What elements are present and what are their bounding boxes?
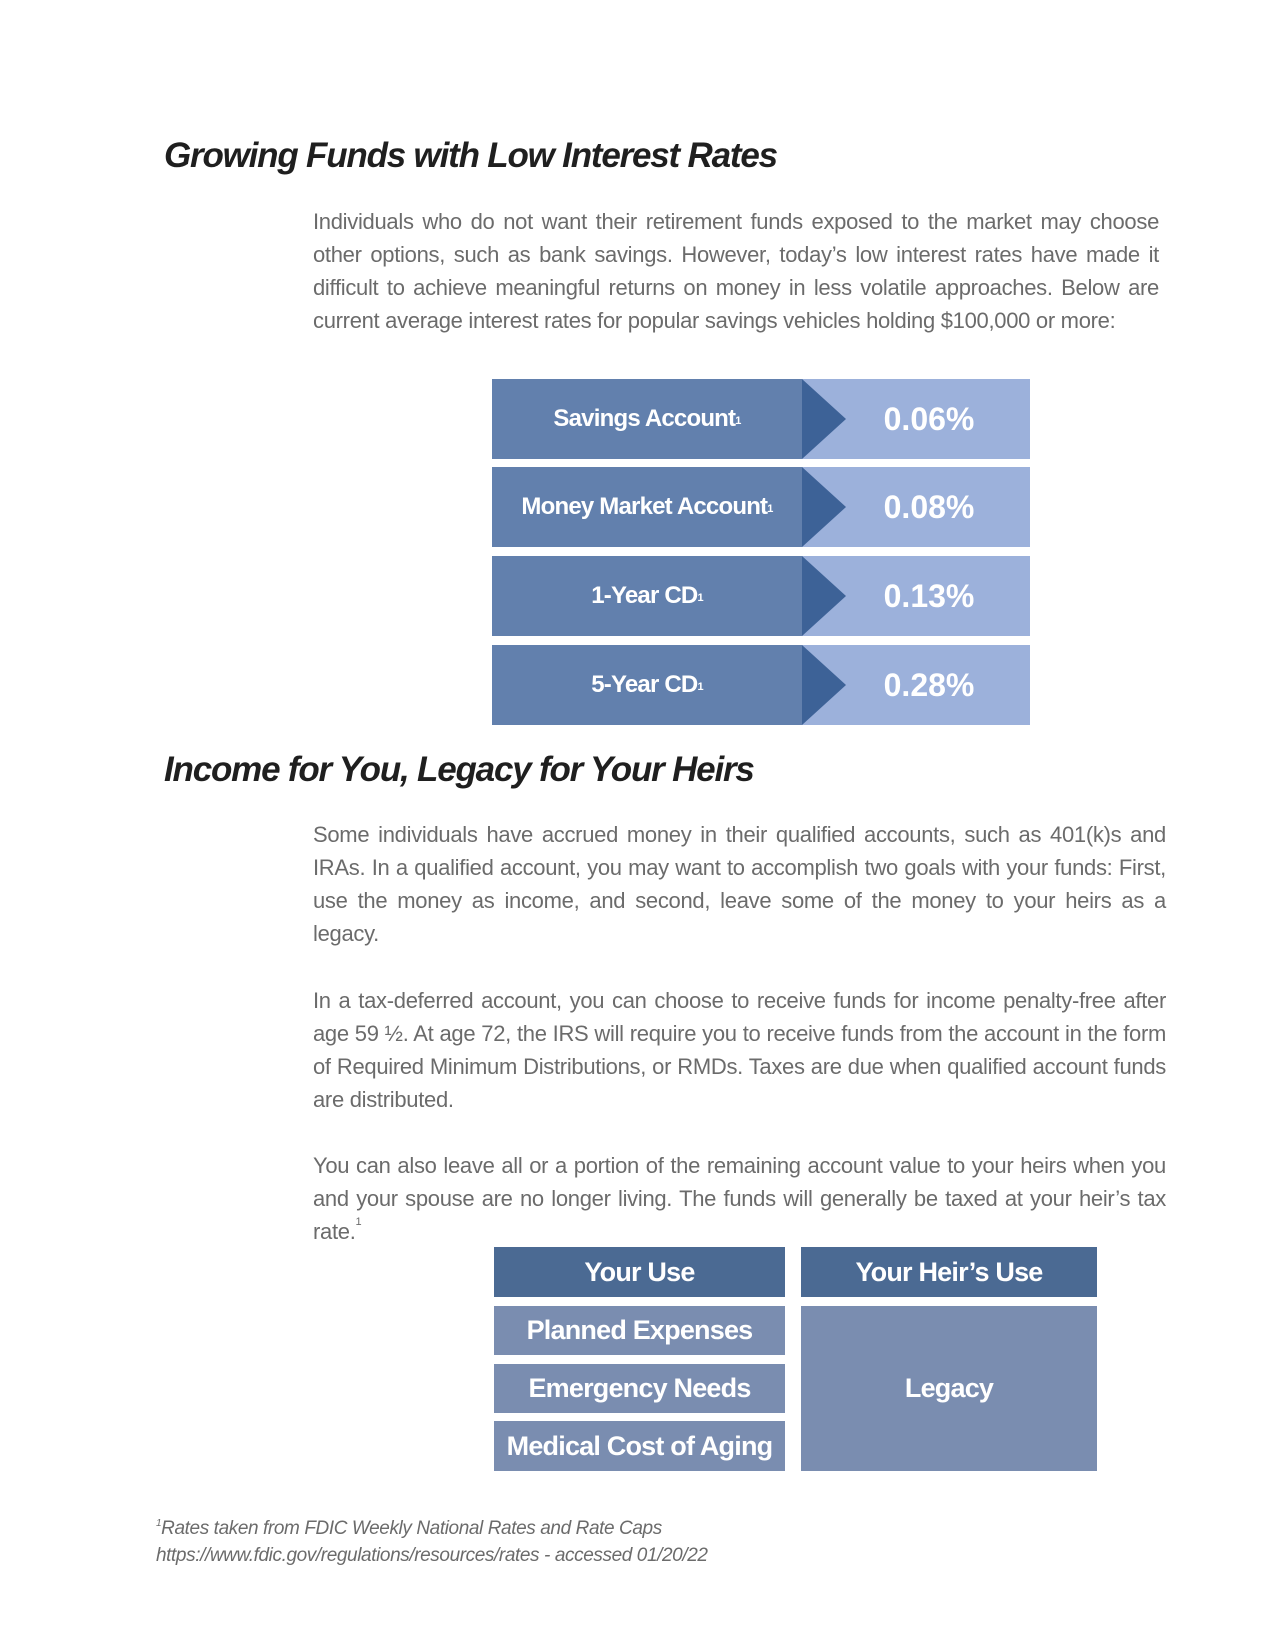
footnote-marker: 1: [697, 680, 703, 693]
intro-paragraph: Individuals who do not want their retirement funds exposed to the market may choose other options, such as bank savings. However, today’s low interest rates have made it difficult to achieve meaningful returns on money in less volatile approaches. Below are current average interest rates for popular savings vehicles holding $100,000 or more:: [313, 209, 1159, 333]
rate-value: 0.08%: [802, 467, 1030, 547]
arrow-right-icon: [802, 556, 846, 636]
qualified-accounts-paragraph: Some individuals have accrued money in their qualified accounts, such as 401(k)s and IRAs. In a qualified account, you may want to accomplish two goals with your funds: First, use the money as income, and second, leave some of the money to your heirs as a legacy.: [313, 822, 1166, 946]
rate-label: [492, 467, 802, 547]
use-item-planned-expenses: Planned Expenses: [494, 1306, 785, 1355]
rate-row-5-year-cd: [492, 645, 1030, 725]
footnote-marker: 1: [735, 414, 741, 427]
section-title-growing-funds: Growing Funds with Low Interest Rates: [164, 136, 777, 175]
legacy-paragraph: [313, 1149, 1166, 1248]
arrow-right-icon: [802, 645, 846, 725]
footnote-marker: 1: [697, 591, 703, 604]
rate-value: 0.13%: [802, 556, 1030, 636]
rate-value: 0.06%: [802, 379, 1030, 459]
section-title-income-legacy: Income for You, Legacy for Your Heirs: [164, 750, 754, 789]
your-use-header: Your Use: [494, 1247, 785, 1297]
footnote-source-text: Rates taken from FDIC Weekly National Rates and Rate Caps: [161, 1518, 662, 1539]
arrow-right-icon: [802, 379, 846, 459]
footnote-marker: 1: [767, 502, 773, 515]
tax-deferred-paragraph: In a tax-deferred account, you can choose to receive funds for income penalty-free after age 59 ½. At age 72, the IRS will require you to receive funds from the account in the form of Required Minimum Distributions, or RMDs. Taxes are due when qualified account funds are distributed.: [313, 988, 1166, 1112]
arrow-right-icon: [802, 467, 846, 547]
rate-label-text: Savings Account: [553, 405, 736, 432]
rate-label: [492, 645, 802, 725]
rate-row-1-year-cd: [492, 556, 1030, 636]
heir-use-item-legacy: Legacy: [801, 1306, 1097, 1471]
legacy-paragraph-text: You can also leave all or a portion of the remaining account value to your heirs when you and your spouse are no longer living. The funds will generally be taxed at your heir’s tax rate.: [313, 1153, 1166, 1244]
use-item-emergency-needs: Emergency Needs: [494, 1364, 785, 1413]
footnote-marker: 1: [156, 1518, 162, 1529]
footnote-source: [156, 1518, 662, 1540]
rate-row-money-market: [492, 467, 1030, 547]
use-item-medical-cost: Medical Cost of Aging: [494, 1421, 785, 1471]
heir-use-header: Your Heir’s Use: [801, 1247, 1097, 1297]
rate-value: 0.28%: [802, 645, 1030, 725]
rate-label-text: 1-Year CD: [591, 582, 698, 609]
rate-label: [492, 556, 802, 636]
rate-label-text: Money Market Account: [521, 493, 768, 520]
rate-row-savings: [492, 379, 1030, 459]
footnote-marker: 1: [355, 1216, 362, 1228]
rate-label: [492, 379, 802, 459]
footnote-url: https://www.fdic.gov/regulations/resources/rates - accessed 01/20/22: [156, 1545, 708, 1566]
rate-label-text: 5-Year CD: [591, 671, 698, 698]
